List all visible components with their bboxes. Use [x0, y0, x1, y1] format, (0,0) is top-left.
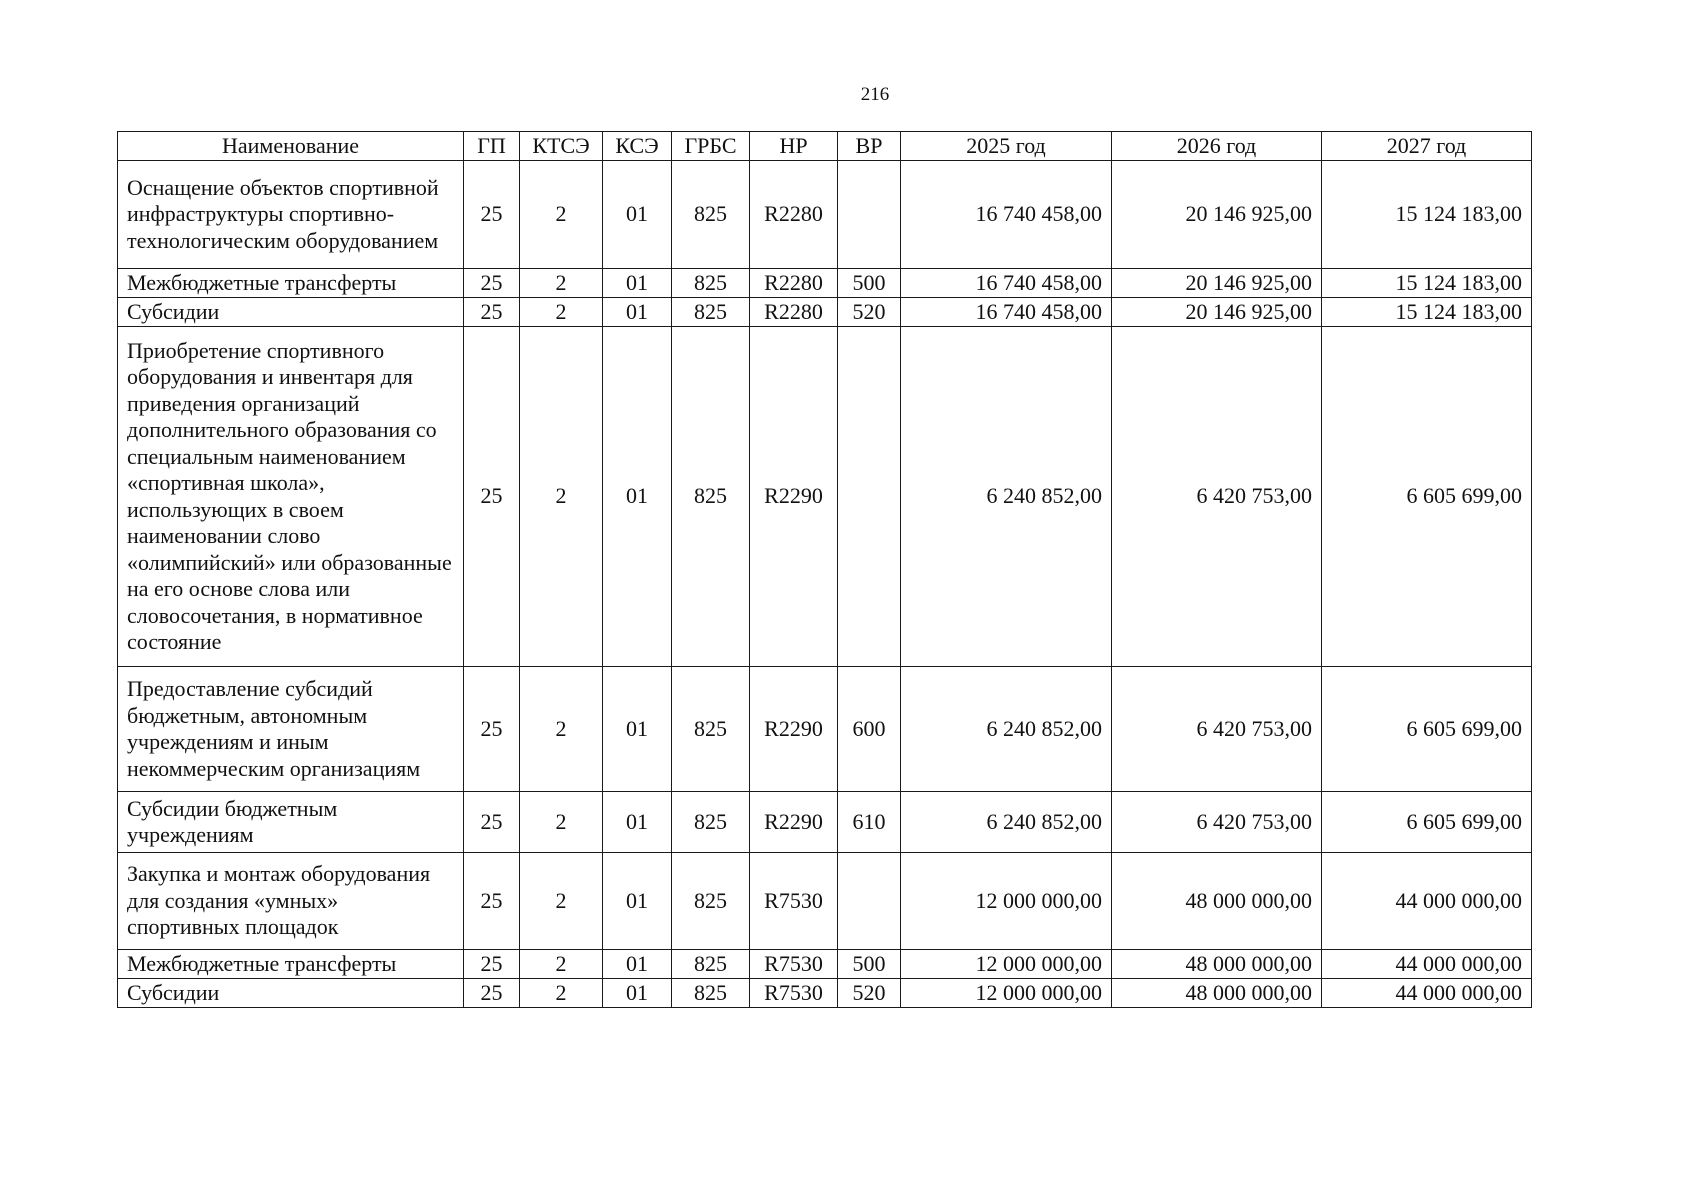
table-header-row [118, 132, 1532, 161]
table-row [118, 853, 1532, 950]
header-gp: ГП [464, 132, 520, 161]
row-grbs: 825 [672, 979, 750, 1008]
row-2026: 48 000 000,00 [1112, 979, 1322, 1008]
row-ktse: 2 [520, 792, 603, 853]
row-gp: 25 [464, 792, 520, 853]
row-2026: 6 420 753,00 [1112, 667, 1322, 792]
row-vr: 600 [838, 667, 901, 792]
row-kse: 01 [603, 327, 672, 667]
header-name: Наименование [118, 132, 464, 161]
row-nr: R2280 [750, 269, 838, 298]
row-vr: 610 [838, 792, 901, 853]
row-grbs: 825 [672, 950, 750, 979]
table-row [118, 950, 1532, 979]
row-2027: 6 605 699,00 [1322, 667, 1532, 792]
row-vr [838, 327, 901, 667]
row-ktse: 2 [520, 667, 603, 792]
row-name: Субсидии [118, 298, 464, 327]
row-gp: 25 [464, 298, 520, 327]
row-ktse: 2 [520, 979, 603, 1008]
row-2025: 6 240 852,00 [901, 792, 1112, 853]
row-vr: 500 [838, 950, 901, 979]
row-nr: R2290 [750, 792, 838, 853]
row-gp: 25 [464, 161, 520, 269]
header-2026: 2026 год [1112, 132, 1322, 161]
table-row [118, 298, 1532, 327]
row-2026: 6 420 753,00 [1112, 327, 1322, 667]
row-grbs: 825 [672, 327, 750, 667]
row-vr [838, 161, 901, 269]
row-name: Предоставление субсидий бюджетным, автономным учреждениям и иным некоммерческим организациям [118, 667, 464, 792]
table-row [118, 161, 1532, 269]
row-ktse: 2 [520, 161, 603, 269]
header-nr: НР [750, 132, 838, 161]
row-grbs: 825 [672, 792, 750, 853]
header-ktse: КТСЭ [520, 132, 603, 161]
table-row [118, 792, 1532, 853]
row-2026: 20 146 925,00 [1112, 269, 1322, 298]
row-gp: 25 [464, 269, 520, 298]
row-name: Межбюджетные трансферты [118, 950, 464, 979]
budget-table [117, 131, 1532, 1008]
row-gp: 25 [464, 979, 520, 1008]
row-vr: 520 [838, 298, 901, 327]
row-2027: 15 124 183,00 [1322, 161, 1532, 269]
row-kse: 01 [603, 667, 672, 792]
row-nr: R7530 [750, 950, 838, 979]
row-2025: 16 740 458,00 [901, 298, 1112, 327]
row-gp: 25 [464, 327, 520, 667]
row-name: Субсидии [118, 979, 464, 1008]
row-2026: 6 420 753,00 [1112, 792, 1322, 853]
row-2027: 6 605 699,00 [1322, 792, 1532, 853]
row-2027: 6 605 699,00 [1322, 327, 1532, 667]
row-vr: 520 [838, 979, 901, 1008]
table-row [118, 269, 1532, 298]
table-row [118, 667, 1532, 792]
row-vr [838, 853, 901, 950]
row-ktse: 2 [520, 950, 603, 979]
row-name: Закупка и монтаж оборудования для создания «умных» спортивных площадок [118, 853, 464, 950]
row-kse: 01 [603, 161, 672, 269]
header-vr: ВР [838, 132, 901, 161]
row-2025: 6 240 852,00 [901, 667, 1112, 792]
header-kse: КСЭ [603, 132, 672, 161]
row-kse: 01 [603, 853, 672, 950]
row-grbs: 825 [672, 161, 750, 269]
row-2027: 15 124 183,00 [1322, 298, 1532, 327]
row-nr: R7530 [750, 853, 838, 950]
row-kse: 01 [603, 792, 672, 853]
row-nr: R2280 [750, 161, 838, 269]
row-2025: 16 740 458,00 [901, 269, 1112, 298]
row-nr: R7530 [750, 979, 838, 1008]
row-ktse: 2 [520, 853, 603, 950]
row-2026: 20 146 925,00 [1112, 298, 1322, 327]
row-kse: 01 [603, 950, 672, 979]
row-ktse: 2 [520, 327, 603, 667]
row-nr: R2290 [750, 327, 838, 667]
row-vr: 500 [838, 269, 901, 298]
row-kse: 01 [603, 979, 672, 1008]
row-nr: R2290 [750, 667, 838, 792]
row-2025: 12 000 000,00 [901, 853, 1112, 950]
row-2025: 16 740 458,00 [901, 161, 1112, 269]
row-grbs: 825 [672, 667, 750, 792]
table-row [118, 979, 1532, 1008]
row-name: Субсидии бюджетным учреждениям [118, 792, 464, 853]
row-2026: 48 000 000,00 [1112, 853, 1322, 950]
row-2025: 12 000 000,00 [901, 950, 1112, 979]
row-gp: 25 [464, 667, 520, 792]
table-row [118, 327, 1532, 667]
row-2026: 48 000 000,00 [1112, 950, 1322, 979]
row-kse: 01 [603, 269, 672, 298]
row-name: Приобретение спортивного оборудования и инвентаря для приведения организаций дополнительного образования со специальным наименованием «спортивная школа», использующих в своем наименовании слово «олимпийский» или образованные на его основе слова или словосочетания, в нормативное состояние [118, 327, 464, 667]
row-2025: 12 000 000,00 [901, 979, 1112, 1008]
page-number: 216 [860, 84, 890, 105]
header-grbs: ГРБС [672, 132, 750, 161]
header-2027: 2027 год [1322, 132, 1532, 161]
row-nr: R2280 [750, 298, 838, 327]
header-2025: 2025 год [901, 132, 1112, 161]
row-gp: 25 [464, 950, 520, 979]
row-grbs: 825 [672, 269, 750, 298]
row-name: Оснащение объектов спортивной инфраструктуры спортивно-технологическим оборудованием [118, 161, 464, 269]
row-2027: 44 000 000,00 [1322, 950, 1532, 979]
row-2027: 44 000 000,00 [1322, 853, 1532, 950]
row-2026: 20 146 925,00 [1112, 161, 1322, 269]
row-2025: 6 240 852,00 [901, 327, 1112, 667]
row-grbs: 825 [672, 853, 750, 950]
row-name: Межбюджетные трансферты [118, 269, 464, 298]
row-2027: 15 124 183,00 [1322, 269, 1532, 298]
row-kse: 01 [603, 298, 672, 327]
row-grbs: 825 [672, 298, 750, 327]
row-2027: 44 000 000,00 [1322, 979, 1532, 1008]
row-ktse: 2 [520, 298, 603, 327]
row-ktse: 2 [520, 269, 603, 298]
row-gp: 25 [464, 853, 520, 950]
